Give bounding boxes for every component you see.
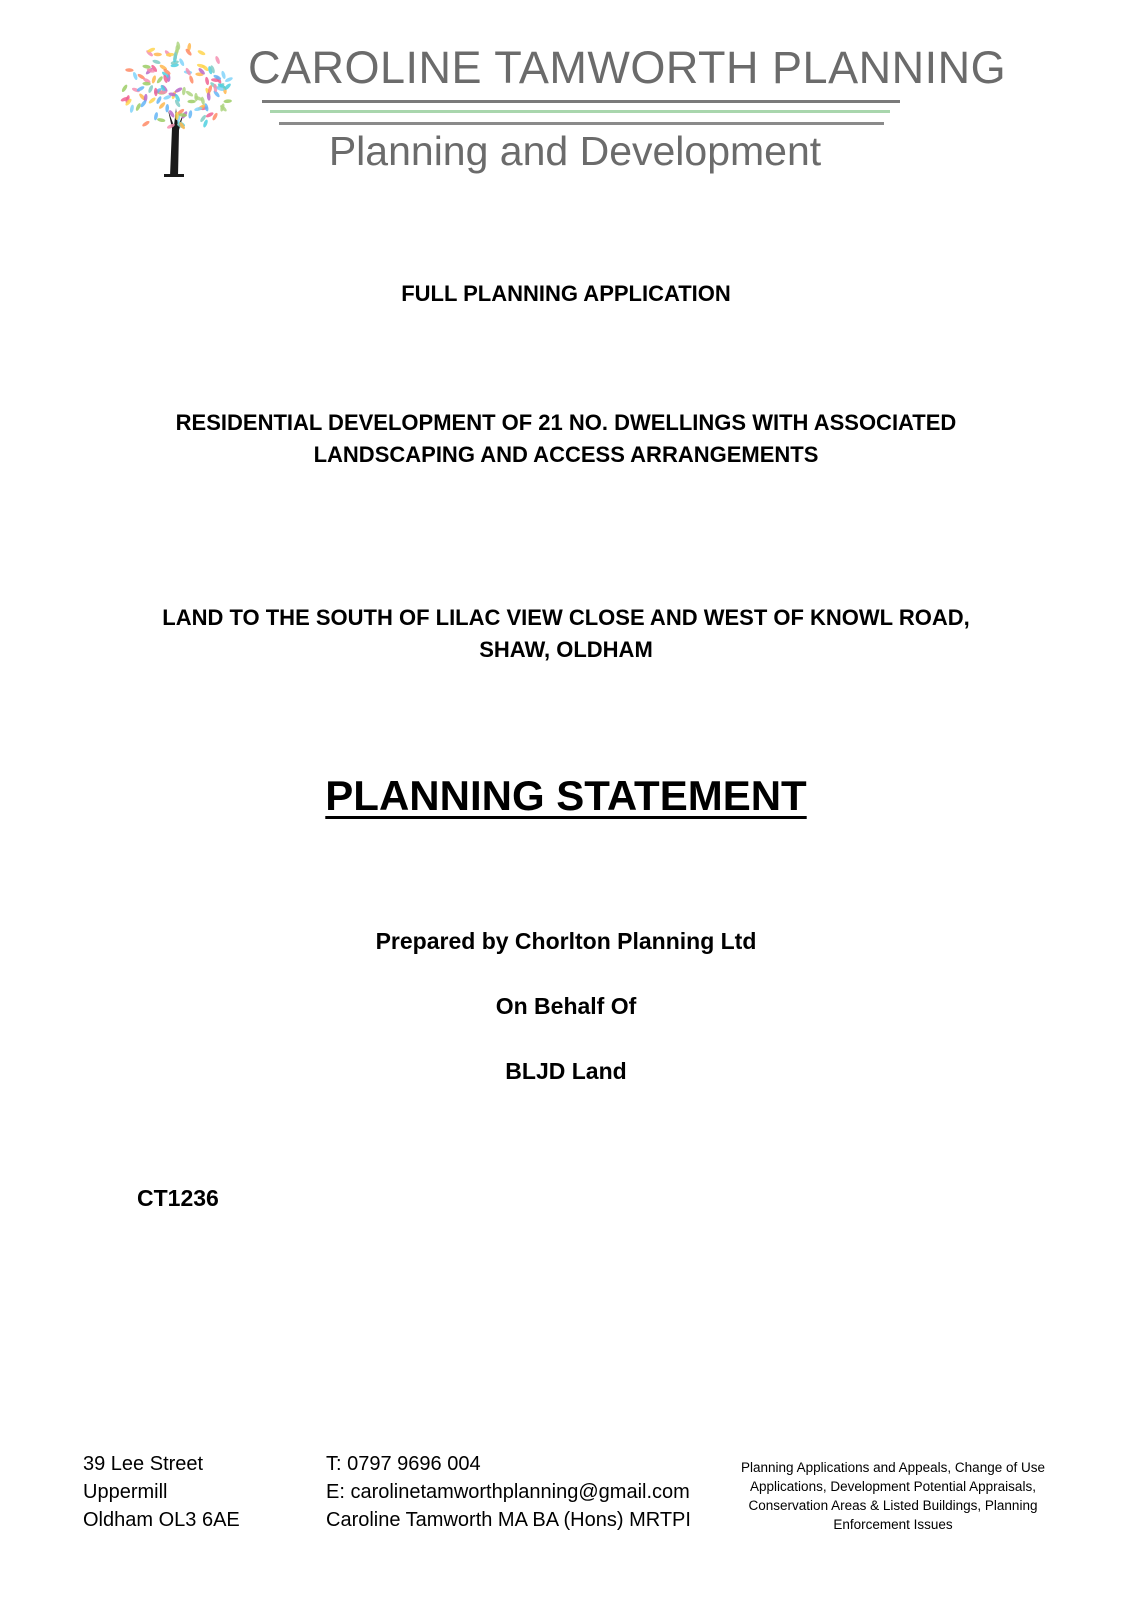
leaf-mark	[152, 59, 161, 65]
footer-contact	[326, 1450, 691, 1534]
leaf-mark	[156, 75, 164, 84]
company-name: CAROLINE TAMWORTH PLANNING	[248, 42, 1007, 93]
services-line: Conservation Areas & Listed Buildings, Planning	[748, 1498, 1038, 1513]
leaf-mark	[129, 104, 134, 113]
leaf-mark	[187, 100, 195, 104]
leaf-mark	[125, 68, 134, 72]
proposal-line-2: LANDSCAPING AND ACCESS ARRANGEMENTS	[313, 442, 819, 467]
email-address: E: carolinetamworthplanning@gmail.com	[326, 1481, 690, 1503]
leaf-mark	[182, 87, 187, 96]
footer-address	[83, 1450, 240, 1534]
leaf-mark	[223, 99, 232, 103]
leaf-mark	[224, 76, 233, 83]
header-rule-top	[262, 100, 900, 103]
site-line-2: SHAW, OLDHAM	[479, 637, 653, 662]
site-line-1: LAND TO THE SOUTH OF LILAC VIEW CLOSE AND WEST OF KNOWL ROAD,	[162, 605, 970, 630]
leaf-mark	[214, 55, 220, 64]
client-name: BLJD Land	[505, 1058, 627, 1084]
proposal-line-1: RESIDENTIAL DEVELOPMENT OF 21 NO. DWELLINGS WITH ASSOCIATED	[175, 410, 957, 435]
on-behalf-of: On Behalf Of	[495, 993, 637, 1019]
address-line: 39 Lee Street	[83, 1453, 204, 1475]
site-address	[100, 602, 1032, 666]
phone-number: T: 0797 9696 004	[326, 1453, 481, 1475]
tree-logo-icon	[118, 38, 236, 178]
services-line: Planning Applications and Appeals, Change of Use	[741, 1460, 1045, 1475]
leaf-mark	[147, 84, 154, 93]
leaf-mark	[132, 71, 138, 80]
leaf-mark	[142, 64, 151, 69]
leaf-mark	[157, 118, 166, 123]
prepared-by: Prepared by Chorlton Planning Ltd	[375, 928, 757, 954]
leaf-mark	[178, 58, 185, 67]
leaf-mark	[188, 75, 194, 84]
leaf-mark	[165, 104, 169, 113]
leaf-mark	[148, 96, 157, 104]
application-type: FULL PLANNING APPLICATION	[401, 281, 731, 306]
address-line: Oldham OL3 6AE	[83, 1509, 240, 1531]
leaf-mark	[221, 70, 227, 79]
services-line: Applications, Development Potential Appraisals,	[750, 1479, 1036, 1494]
leaf-mark	[185, 90, 194, 98]
proposal-description	[100, 407, 1032, 471]
leaf-mark	[151, 75, 157, 84]
leaf-mark	[141, 120, 150, 128]
header-rule-bottom	[279, 122, 884, 125]
leaf-mark	[155, 96, 162, 105]
address-line: Uppermill	[83, 1481, 168, 1503]
leaf-mark	[153, 52, 162, 56]
leaf-mark	[188, 110, 193, 119]
leaf-mark	[121, 84, 129, 93]
services-line: Enforcement Issues	[833, 1517, 953, 1532]
leaf-mark	[154, 88, 158, 97]
company-tagline: Planning and Development	[328, 128, 822, 174]
leaf-mark	[135, 102, 142, 111]
leaf-mark	[197, 49, 206, 56]
author-credentials: Caroline Tamworth MA BA (Hons) MRTPI	[326, 1509, 691, 1531]
footer-services	[728, 1458, 1058, 1534]
reference-number: CT1236	[137, 1185, 219, 1211]
document-title: PLANNING STATEMENT	[325, 772, 807, 819]
header-rule-middle	[270, 110, 890, 113]
leaf-mark	[205, 77, 210, 86]
